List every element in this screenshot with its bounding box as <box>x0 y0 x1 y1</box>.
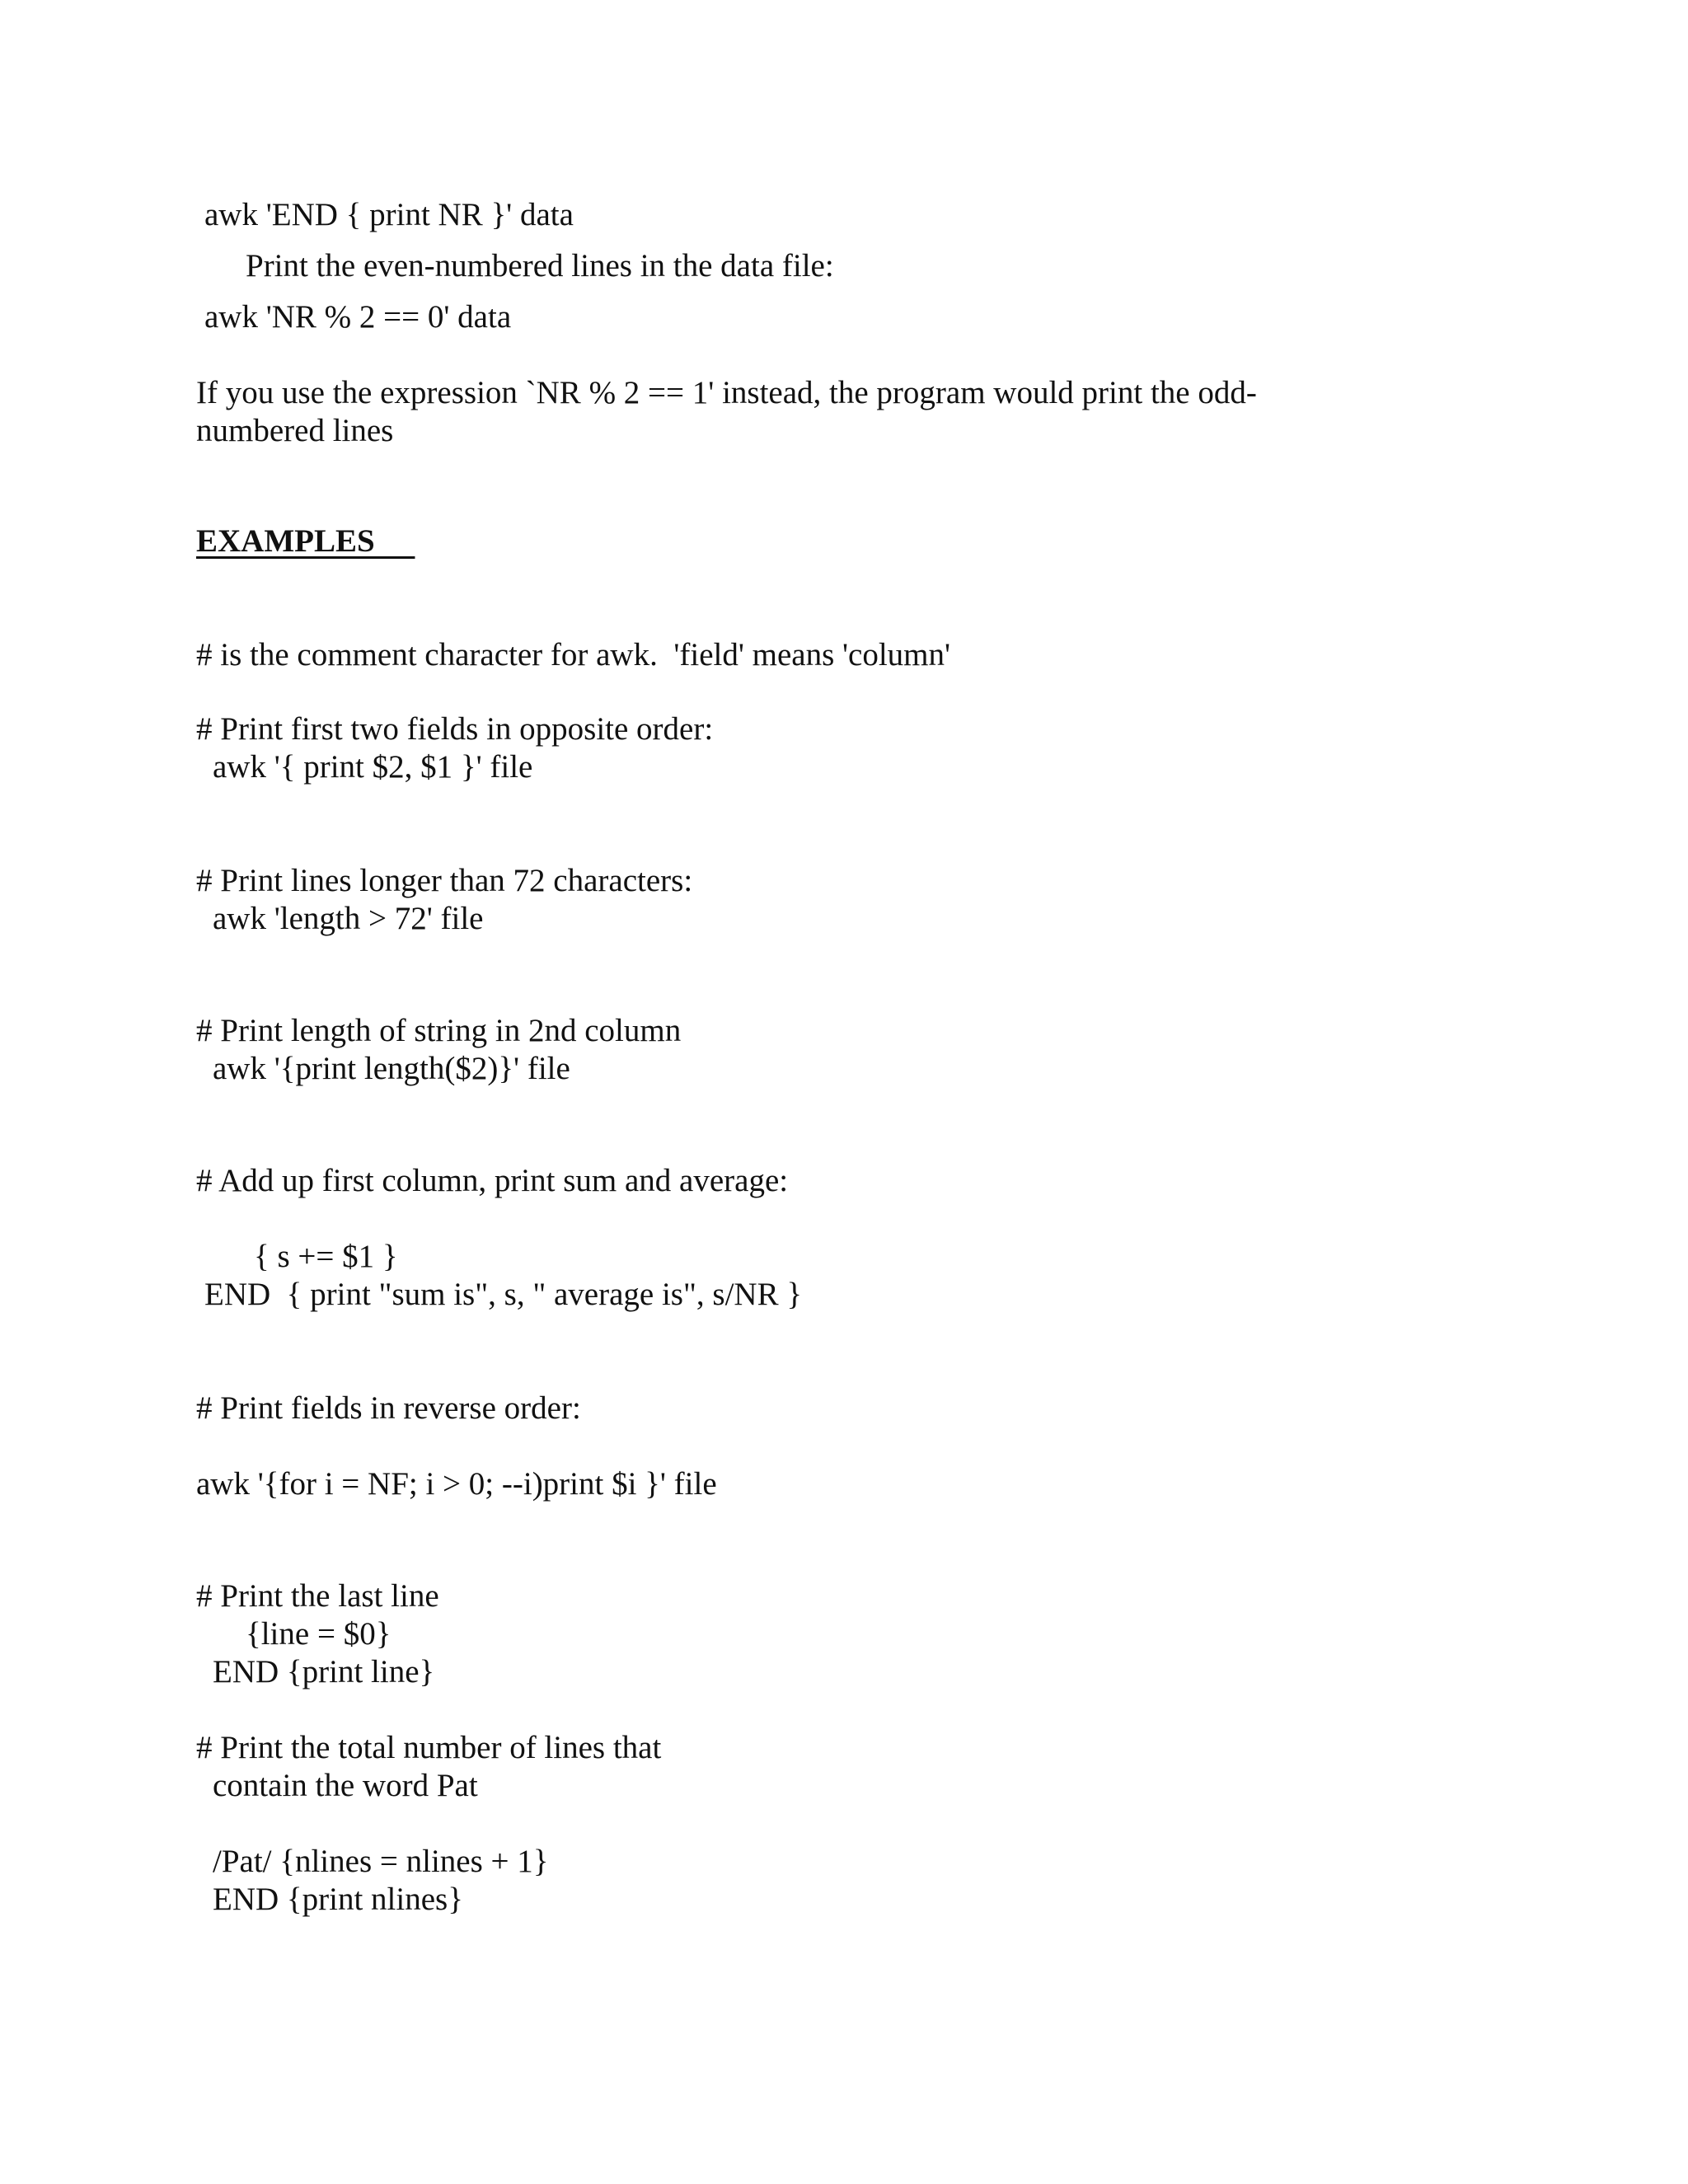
example-3-code: awk '{print length($2)}' file <box>213 1051 570 1086</box>
comment-character-note: # is the comment character for awk. 'field' means 'column' <box>196 637 951 673</box>
example-1-comment: # Print first two fields in opposite order: <box>196 711 714 747</box>
example-2-comment: # Print lines longer than 72 characters: <box>196 863 693 898</box>
example-4-comment: # Add up first column, print sum and average: <box>196 1163 789 1198</box>
examples-heading: EXAMPLES <box>196 523 415 559</box>
example-7-comment-line-1: # Print the total number of lines that <box>196 1730 662 1765</box>
example-1-code: awk '{ print $2, $1 }' file <box>213 749 533 785</box>
example-7-code-line-2: END {print nlines} <box>213 1882 463 1917</box>
intro-even-lines-description: Print the even-numbered lines in the data file: <box>246 248 834 284</box>
intro-paragraph-line-1: If you use the expression `NR % 2 == 1' instead, the program would print the odd- <box>196 375 1257 410</box>
example-6-comment: # Print the last line <box>196 1578 439 1614</box>
example-4-code-line-2: END { print "sum is", s, " average is", s/NR } <box>204 1277 803 1312</box>
example-5-comment: # Print fields in reverse order: <box>196 1390 581 1426</box>
intro-paragraph-line-2: numbered lines <box>196 413 394 448</box>
example-6-code-line-2: END {print line} <box>213 1654 435 1690</box>
example-7-code-line-1: /Pat/ {nlines = nlines + 1} <box>213 1844 549 1879</box>
example-2-code: awk 'length > 72' file <box>213 901 484 936</box>
example-5-code: awk '{for i = NF; i > 0; --i)print $i }' file <box>196 1466 717 1502</box>
example-7-comment-line-2: contain the word Pat <box>213 1768 478 1803</box>
example-4-code-line-1: { s += $1 } <box>254 1239 398 1274</box>
example-3-comment: # Print length of string in 2nd column <box>196 1013 682 1048</box>
intro-code-count-lines: awk 'END { print NR }' data <box>204 197 574 232</box>
intro-code-even-lines: awk 'NR % 2 == 0' data <box>204 299 512 335</box>
example-6-code-line-1: {line = $0} <box>246 1616 392 1652</box>
